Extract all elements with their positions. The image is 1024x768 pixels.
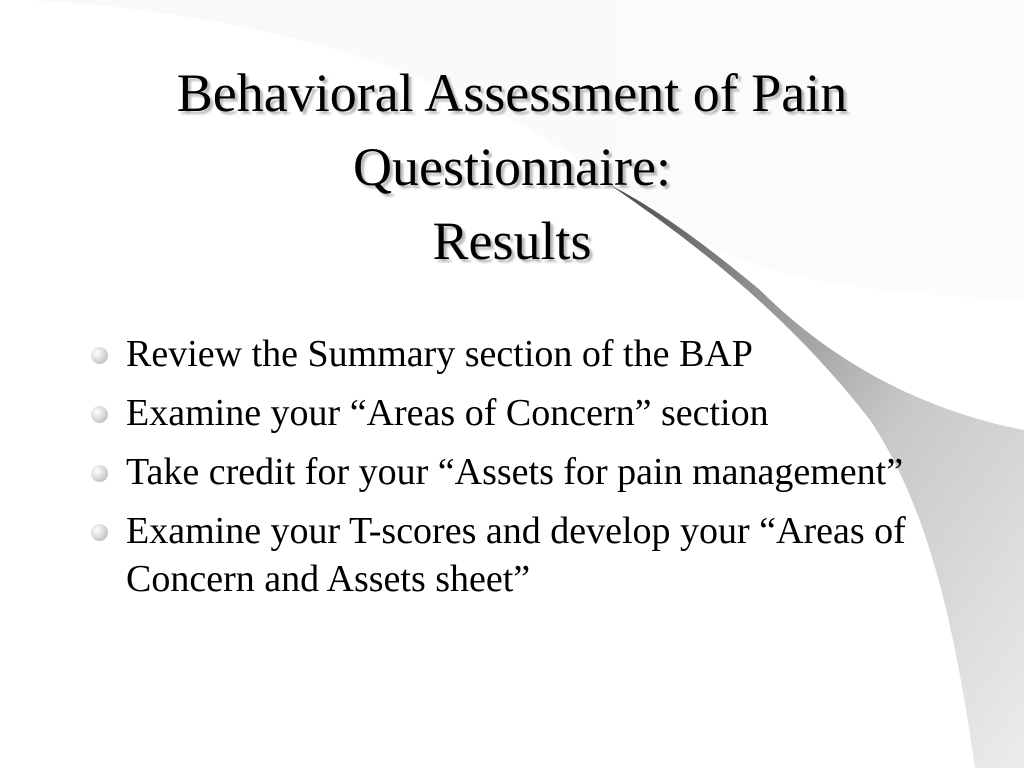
bullet-item	[88, 507, 908, 603]
bullet-dot-icon	[91, 406, 108, 423]
bullet-text: Examine your T-scores and develop your “Areas of Concern and Assets sheet”	[126, 510, 906, 600]
bullet-dot-icon	[91, 524, 108, 541]
bullet-dot-icon	[91, 347, 108, 364]
bullet-text: Take credit for your “Assets for pain management”	[126, 451, 904, 493]
bullet-text: Review the Summary section of the BAP	[126, 333, 753, 375]
bullet-item	[88, 448, 908, 496]
title-line-3: Results	[432, 211, 592, 271]
bullet-dot-icon	[91, 465, 108, 482]
bullet-list	[88, 330, 908, 614]
bullet-item	[88, 389, 908, 437]
bullet-text: Examine your “Areas of Concern” section	[126, 392, 769, 434]
title-line-1: Behavioral Assessment of Pain	[176, 63, 848, 123]
slide-title	[0, 56, 1024, 278]
bullet-item	[88, 330, 908, 378]
title-line-2: Questionnaire:	[353, 137, 671, 197]
